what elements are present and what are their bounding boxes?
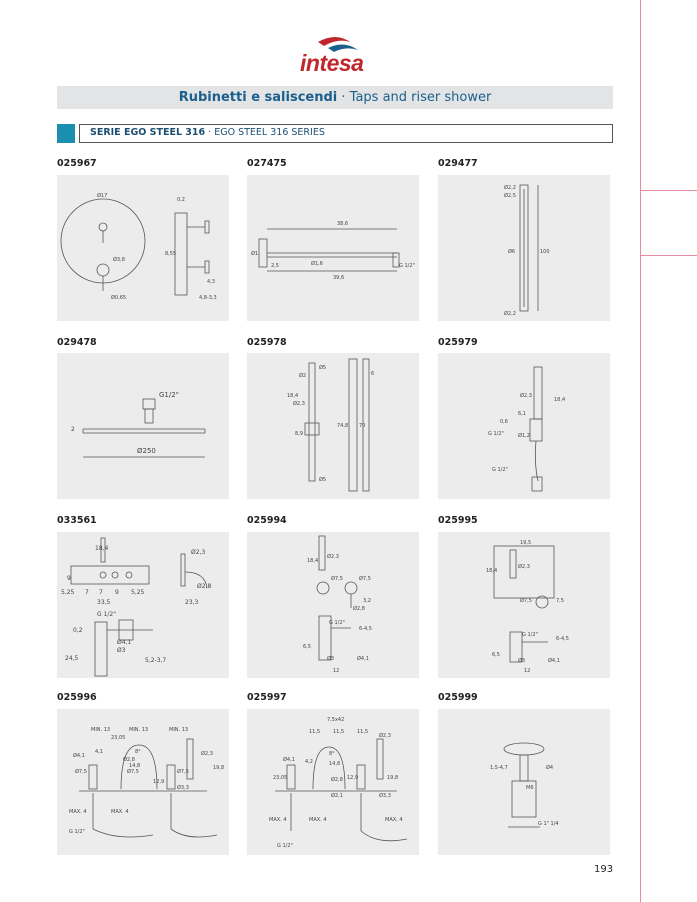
dim-label: 6,1 (518, 411, 526, 417)
product-code: 025994 (247, 515, 287, 526)
dim-label: Ø5 (319, 365, 327, 371)
dim-label: 23,05 (273, 775, 288, 781)
technical-drawing (57, 709, 229, 855)
dim-label: 19,5 (520, 540, 532, 546)
dim-label: Ø7,5 (359, 576, 371, 582)
dim-label: Ø1 (251, 251, 259, 257)
technical-drawing (438, 353, 610, 499)
dim-label: 4,3 (207, 279, 215, 285)
dim-label: Ø2,3 (520, 393, 532, 399)
product-drawing (438, 175, 610, 321)
dim-label: Ø3,3 (177, 785, 189, 791)
dim-label: Ø4,1 (73, 753, 85, 759)
page-edge-tick (640, 190, 697, 191)
dim-label: Ø6 (508, 249, 516, 255)
dim-label: Ø2,2 (504, 311, 516, 317)
dim-label: 4,1 (95, 749, 103, 755)
dim-label: 0,6 (500, 419, 508, 425)
dim-label: 38,6 (337, 221, 349, 227)
dim-label: Ø1,2 (518, 433, 530, 439)
product-drawing (247, 175, 419, 321)
product-code: 025979 (438, 337, 478, 348)
dim-label: Ø4,1 (548, 658, 560, 664)
page-edge-tick (640, 255, 697, 256)
dim-label: Ø1,6 (311, 261, 323, 267)
dim-label: G 1/2" (399, 263, 415, 269)
dim-label: Ø3 (117, 647, 126, 654)
dim-label: 14,8 (329, 761, 341, 767)
dim-label: 19,8 (213, 765, 225, 771)
dim-label: MAX. 4 (69, 809, 87, 815)
technical-drawing (57, 353, 229, 499)
dim-label: Ø2,8 (353, 606, 365, 612)
series-label-box (79, 124, 613, 143)
dim-label: 1,5-4,7 (490, 765, 508, 771)
dim-label: 18,4 (307, 558, 319, 564)
dim-label: 12,9 (153, 779, 165, 785)
dim-label: 4,8-3,3 (199, 295, 217, 301)
dim-label: Ø7,5 (127, 769, 139, 775)
dim-label: 0,2 (73, 627, 83, 634)
dim-label: 6-4,5 (359, 626, 372, 632)
dim-label: Ø2,3 (293, 401, 305, 407)
product-drawing (438, 532, 610, 678)
dim-label: Ø4,1 (117, 639, 132, 646)
dim-label: Ø3,8 (113, 257, 125, 263)
dim-label: 8,55 (165, 251, 177, 257)
technical-drawing (247, 709, 419, 855)
dim-label: Ø4,1 (357, 656, 369, 662)
product-code: 033561 (57, 515, 97, 526)
dim-label: 39,6 (333, 275, 345, 281)
dim-label: Ø4,1 (283, 757, 295, 763)
dim-label: G 1/2" (488, 431, 504, 437)
dim-label: Ø2,3 (518, 564, 530, 570)
series-marker (57, 124, 75, 143)
dim-label: 6,5 (303, 644, 311, 650)
dim-label: 100 (540, 249, 550, 255)
dim-label: G 1/2" (277, 843, 293, 849)
dim-label: 8° (329, 751, 335, 757)
dim-label: 9 (67, 575, 71, 582)
dim-label: 7,5 (556, 598, 564, 604)
product-code: 025967 (57, 158, 97, 169)
dim-label: G 1/2" (329, 620, 345, 626)
product-drawing (247, 709, 419, 855)
series-label (90, 127, 325, 138)
dim-label: 6-4,5 (556, 636, 569, 642)
dim-label: 12,9 (347, 775, 359, 781)
product-code: 025995 (438, 515, 478, 526)
dim-label: 6,5 (492, 652, 500, 658)
dim-label: 23,3 (185, 599, 199, 606)
dim-label: Ø4 (546, 765, 554, 771)
dim-label: MIN. 13 (91, 727, 111, 733)
product-drawing (57, 532, 229, 678)
dim-label: 14,8 (129, 763, 141, 769)
brand-logo-text: intesa (300, 50, 364, 76)
dim-label: 7,5x42 (327, 717, 345, 723)
dim-label: Ø7,5 (75, 769, 87, 775)
dim-label: 9 (115, 589, 119, 596)
dim-label: Ø250 (137, 447, 156, 455)
product-code: 029477 (438, 158, 478, 169)
dim-label: 7 (85, 589, 89, 596)
dim-label: 11,5 (309, 729, 321, 735)
technical-drawing (438, 709, 610, 855)
dim-label: M6 (526, 785, 534, 791)
dim-label: G 1" 1/4 (538, 821, 559, 827)
technical-drawing (438, 175, 610, 321)
series-header (57, 124, 613, 143)
dim-label: Ø2,3 (191, 549, 206, 556)
dim-label: MAX. 4 (309, 817, 327, 823)
dim-label: 19,8 (387, 775, 399, 781)
dim-label: Ø2,5 (504, 193, 516, 199)
dim-label: 8° (135, 749, 141, 755)
dim-label: 5,2-3,7 (145, 657, 167, 664)
dim-label: Ø7,5 (331, 576, 343, 582)
dim-label: Ø2,3 (201, 751, 213, 757)
dim-label: Ø2,8 (197, 583, 212, 590)
dim-label: 18,4 (95, 545, 109, 552)
product-drawing (247, 353, 419, 499)
section-title-main: Rubinetti e saliscendi (178, 90, 338, 105)
technical-drawing (438, 532, 610, 678)
dim-label: G 1/2" (522, 632, 538, 638)
dim-label: Ø5 (319, 477, 327, 483)
dim-label: 2,5 (271, 263, 279, 269)
series-label-separator: · (205, 127, 215, 138)
dim-label: Ø0,65 (111, 295, 127, 301)
dim-label: 12 (524, 668, 531, 674)
product-code: 025978 (247, 337, 287, 348)
dim-label: 18,4 (486, 568, 498, 574)
dim-label: 4,2 (305, 759, 313, 765)
product-drawing (57, 709, 229, 855)
dim-label: Ø2,8 (331, 777, 343, 783)
technical-drawing (247, 175, 419, 321)
dim-label: 24,5 (65, 655, 79, 662)
dim-label: MIN. 13 (129, 727, 149, 733)
dim-label: MAX. 4 (385, 817, 403, 823)
technical-drawing (57, 175, 229, 321)
dim-label: G 1/2" (69, 829, 85, 835)
dim-label: 18,4 (554, 397, 566, 403)
dim-label: 3,2 (363, 598, 371, 604)
section-title-sub: Taps and riser shower (349, 90, 492, 105)
technical-drawing (247, 353, 419, 499)
dim-label: G 1/2" (97, 611, 116, 618)
dim-label: 5,25 (61, 589, 75, 596)
page-edge-line (640, 0, 641, 902)
dim-label: 5,25 (131, 589, 145, 596)
product-drawing (247, 532, 419, 678)
dim-label: 70 (359, 423, 366, 429)
dim-label: 12 (333, 668, 340, 674)
section-title (57, 90, 613, 105)
dim-label: MAX. 4 (269, 817, 287, 823)
dim-label: 11,5 (357, 729, 369, 735)
dim-label: 7 (99, 589, 103, 596)
product-drawing (438, 709, 610, 855)
technical-drawing (57, 532, 229, 678)
dim-label: G 1/2" (492, 467, 508, 473)
product-code: 025999 (438, 692, 478, 703)
dim-label: 0,2 (177, 197, 185, 203)
dim-label: MAX. 4 (111, 809, 129, 815)
series-label-main: SERIE EGO STEEL 316 (90, 127, 206, 138)
dim-label: 2 (71, 426, 75, 433)
product-drawing (57, 175, 229, 321)
section-title-bar (57, 86, 613, 109)
dim-label: Ø3,3 (379, 793, 391, 799)
dim-label: MIN. 13 (169, 727, 189, 733)
dim-label: 8,9 (295, 431, 303, 437)
dim-label: Ø3 (327, 656, 335, 662)
dim-label: Ø7,5 (177, 769, 189, 775)
page-number: 193 (594, 864, 614, 875)
series-label-sub: EGO STEEL 316 SERIES (214, 127, 325, 138)
dim-label: Ø2,1 (331, 793, 343, 799)
product-code: 025997 (247, 692, 287, 703)
dim-label: 11,5 (333, 729, 345, 735)
dim-label: G1/2" (159, 391, 179, 399)
dim-label: Ø2,2 (504, 185, 516, 191)
dim-label: Ø2,3 (327, 554, 339, 560)
dim-label: Ø2,8 (123, 757, 135, 763)
dim-label: 23,05 (111, 735, 126, 741)
product-drawing (57, 353, 229, 499)
product-drawing (438, 353, 610, 499)
dim-label: 74,8 (337, 423, 349, 429)
dim-label: 33,5 (97, 599, 111, 606)
dim-label: Ø2,3 (379, 733, 391, 739)
product-code: 027475 (247, 158, 287, 169)
dim-label: Ø2 (299, 373, 307, 379)
dim-label: 6 (371, 371, 375, 377)
section-title-separator: · (337, 90, 350, 105)
dim-label: Ø3 (518, 658, 526, 664)
dim-label: 18,4 (287, 393, 299, 399)
dim-label: Ø17 (97, 193, 108, 199)
dim-label: Ø7,5 (520, 598, 532, 604)
product-code: 025996 (57, 692, 97, 703)
product-code: 029478 (57, 337, 97, 348)
technical-drawing (247, 532, 419, 678)
